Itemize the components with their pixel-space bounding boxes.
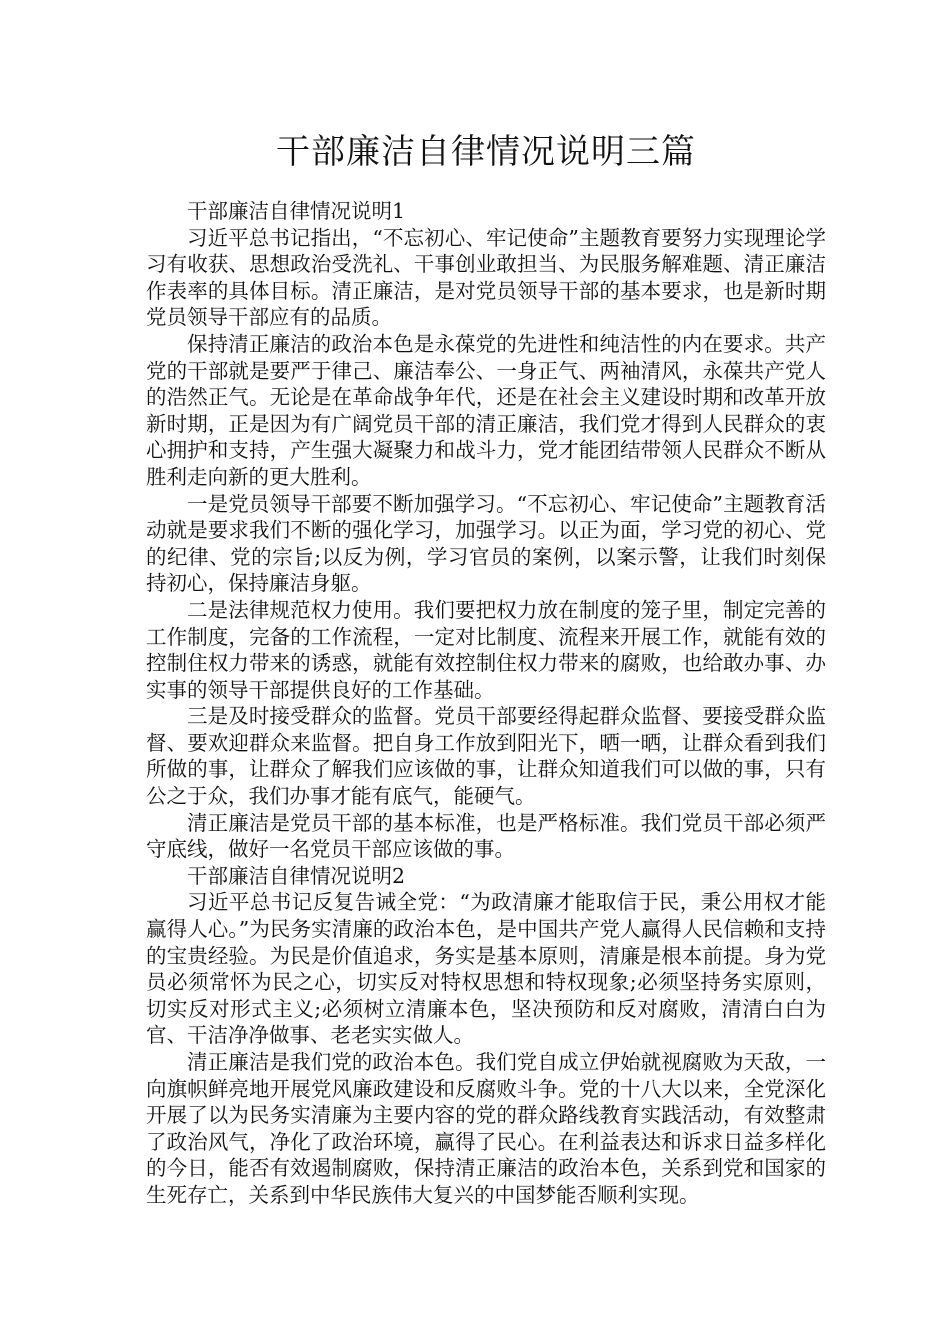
paragraph: 一是党员领导干部要不断加强学习。“不忘初心、牢记使命”主题教育活动就是要求我们不断的强化学习，加强学习。以正为面，学习党的初心、党的纪律、党的宗旨;以反为例，学习官员的案例，以案示警，让我们时刻保持初心，保持廉洁身躯。 (146, 491, 826, 596)
paragraph: 清正廉洁是我们党的政治本色。我们党自成立伊始就视腐败为天敌，一向旗帜鲜亮地开展党风廉政建设和反腐败斗争。党的十八大以来，全党深化开展了以为民务实清廉为主要内容的党的群众路线教育实践活动，有效整肃了政治风气，净化了政治环境，赢得了民心。在利益表达和诉求日益多样化的今日，能否有效遏制腐败，保持清正廉洁的政治本色，关系到党和国家的生死存亡，关系到中华民族伟大复兴的中国梦能否顺利实现。 (146, 1050, 826, 1207)
paragraph-section-heading-1: 干部廉洁自律情况说明1 (187, 199, 406, 223)
paragraph: 习近平总书记反复告诫全党：“为政清廉才能取信于民，秉公用权才能赢得人心。”为民务实清廉的政治本色，是中国共产党人赢得人民信赖和支持的宝贵经验。为民是价值追求，务实是基本原则，清廉是根本前提。身为党员必须常怀为民之心，切实反对特权思想和特权现象;必须坚持务实原则，切实反对形式主义;必须树立清廉本色，坚决预防和反对腐败，清清白白为官、干洁净净做事、老老实实做人。 (146, 890, 826, 1048)
paragraph: 二是法律规范权力使用。我们要把权力放在制度的笼子里，制定完善的工作制度，完备的工作流程，一定对比制度、流程来开展工作，就能有效的控制住权力带来的诱惑，就能有效控制住权力带来的腐败，也给敢办事、办实事的领导干部提供良好的工作基础。 (146, 597, 826, 702)
document-title: 干部廉洁自律情况说明三篇 (276, 132, 696, 172)
document-page (146, 128, 826, 1209)
paragraph: 三是及时接受群众的监督。党员干部要经得起群众监督、要接受群众监督、要欢迎群众来监督。把自身工作放到阳光下，晒一晒，让群众看到我们所做的事，让群众了解我们应该做的事，让群众知道我们可以做的事，只有公之于众，我们办事才能有底气，能硬气。 (146, 704, 826, 809)
paragraph: 习近平总书记指出，“不忘初心、牢记使命”主题教育要努力实现理论学习有收获、思想政治受洗礼、干事创业敢担当、为民服务解难题、清正廉洁作表率的具体目标。清正廉洁，是对党员领导干部的基本要求，也是新时期党员领导干部应有的品质。 (146, 225, 826, 330)
paragraph: 清正廉洁是党员干部的基本标准，也是严格标准。我们党员干部必须严守底线，做好一名党员干部应该做的事。 (146, 810, 826, 862)
paragraph: 保持清正廉洁的政治本色是永葆党的先进性和纯洁性的内在要求。共产党的干部就是要严于律己、廉洁奉公、一身正气、两袖清风，永葆共产党人的浩然正气。无论是在革命战争年代，还是在社会主义建设时期和改革开放新时期，正是因为有广阔党员干部的清正廉洁，我们党才得到人民群众的衷心拥护和支持，产生强大凝聚力和战斗力，党才能团结带领人民群众不断从胜利走向新的更大胜利。 (146, 331, 826, 489)
paragraph-section-heading-2: 干部廉洁自律情况说明2 (187, 863, 406, 888)
